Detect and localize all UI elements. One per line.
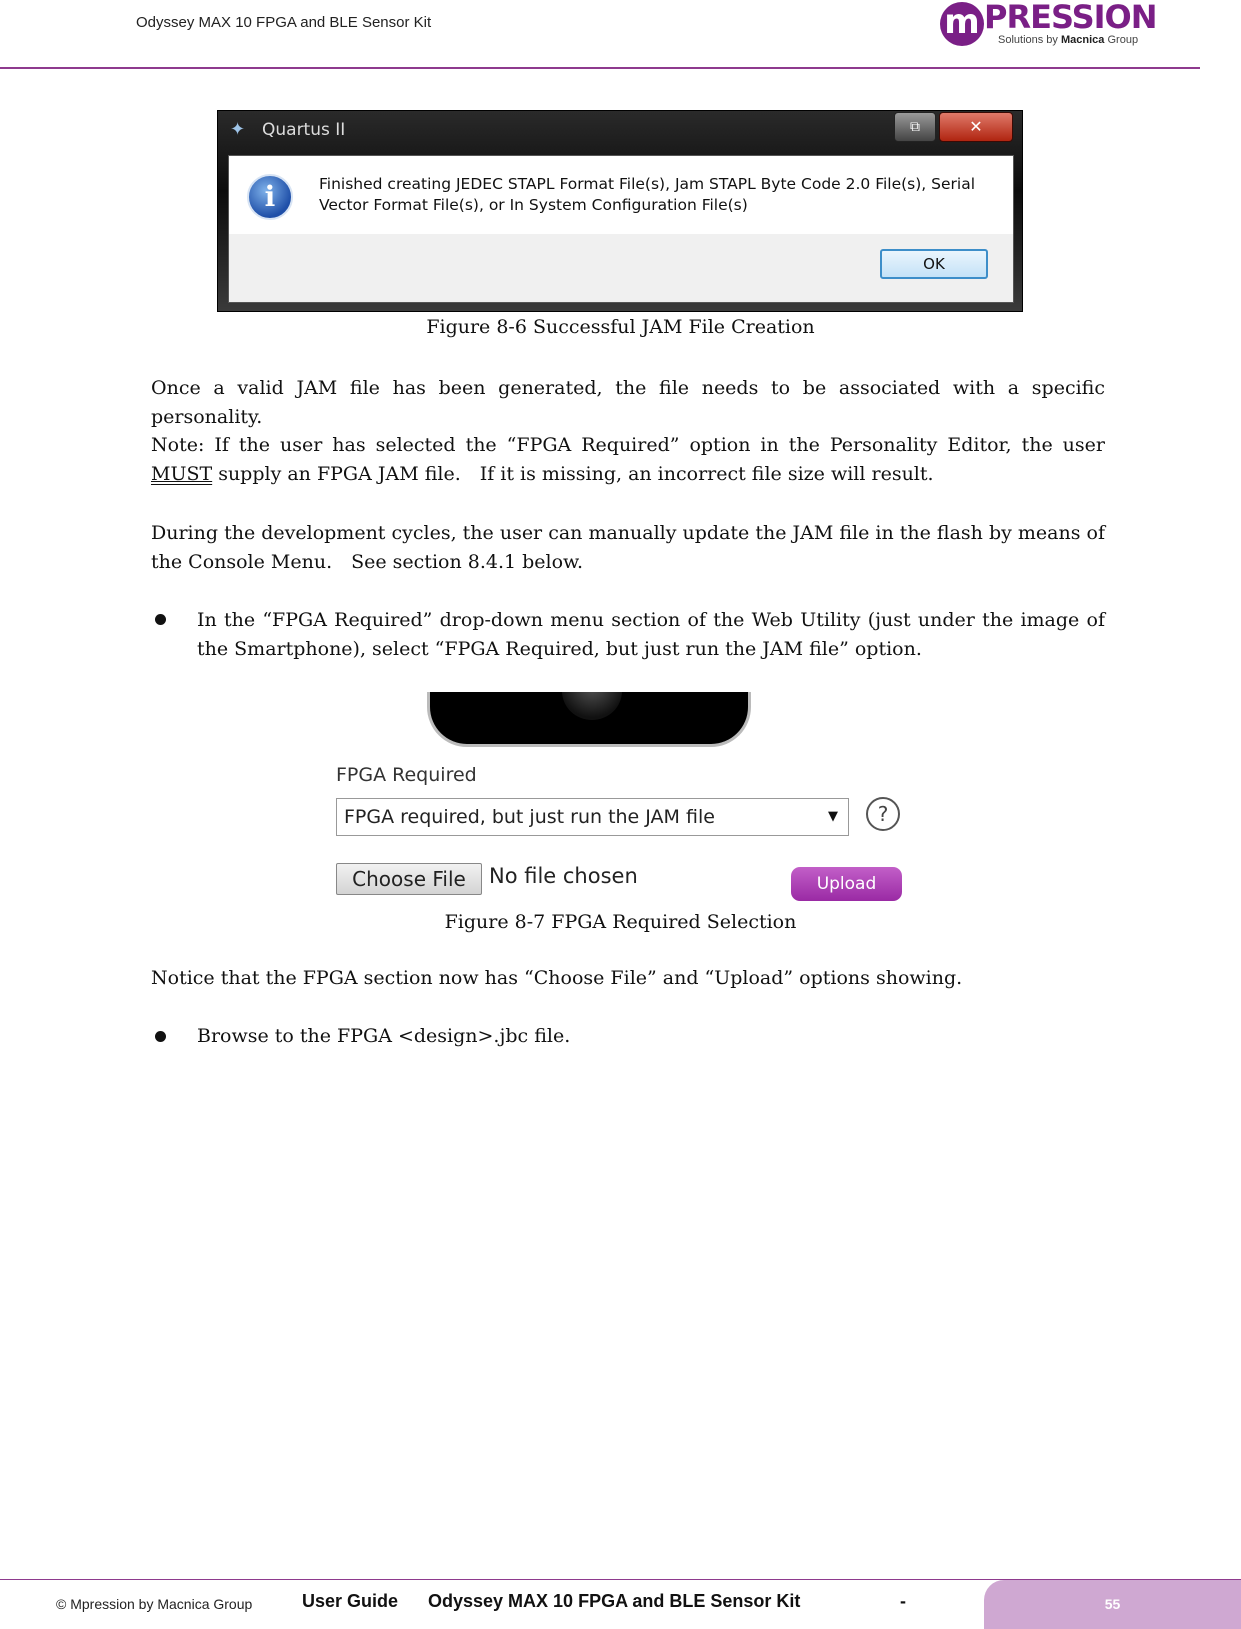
help-icon[interactable]: ? — [866, 797, 900, 831]
dialog-body — [228, 155, 1014, 303]
paragraph-note — [151, 431, 1105, 489]
fpga-required-select[interactable] — [336, 798, 849, 836]
figure-caption-8-7: Figure 8-7 FPGA Required Selection — [444, 911, 797, 933]
fpga-required-label: FPGA Required — [336, 764, 477, 786]
header-divider — [0, 67, 1200, 69]
bullet-item-browse: Browse to the FPGA <design>.jbc file. — [197, 1025, 571, 1047]
page-number: 55 — [984, 1580, 1241, 1629]
close-icon[interactable]: ✕ — [939, 112, 1013, 142]
note-text-before: Note: If the user has selected the “FPGA Required” option in the Personality Editor, the user — [151, 434, 1105, 456]
logo-sub-brand: Macnica — [1061, 34, 1105, 46]
logo-sub-suffix: Group — [1107, 34, 1139, 46]
paragraph-jam-association: Once a valid JAM file has been generated, the file needs to be associated with a specific personality. — [151, 377, 1105, 428]
paragraph-development-cycles: During the development cycles, the user can manually update the JAM file in the flash by means of the Console Menu. See section 8.4.1 below. — [151, 522, 1105, 573]
ok-button[interactable]: OK — [880, 249, 988, 279]
dialog-message-area — [229, 156, 1013, 234]
logo-subtitle — [998, 34, 1138, 46]
figure-caption-8-6: Figure 8-6 Successful JAM File Creation — [426, 316, 815, 338]
info-icon: i — [247, 174, 293, 220]
upload-button[interactable]: Upload — [791, 867, 902, 901]
paragraph-notice: Notice that the FPGA section now has “Choose File” and “Upload” options showing. — [151, 967, 963, 989]
dialog-message: Finished creating JEDEC STAPL Format File(s), Jam STAPL Byte Code 2.0 File(s), Serial Vector Format File(s), or In System Configuration File(s) — [319, 175, 976, 214]
choose-file-button[interactable]: Choose File — [336, 863, 482, 895]
bullet-item-fpga-required: In the “FPGA Required” drop-down menu section of the Web Utility (just under the image of the Smartphone), select “FPGA Required, but just run the JAM file” option. — [197, 609, 1105, 660]
bullet-icon — [155, 614, 166, 625]
restore-icon[interactable]: ⧉ — [894, 112, 936, 142]
logo-sub-prefix: Solutions by — [998, 34, 1058, 46]
logo-word: PRESSION — [984, 0, 1157, 36]
dialog-title: Quartus II — [262, 120, 346, 140]
header-title: Odyssey MAX 10 FPGA and BLE Sensor Kit — [136, 14, 432, 31]
note-text-after: supply an FPGA JAM file. If it is missing, an incorrect file size will result. — [212, 463, 934, 485]
smartphone-image — [427, 692, 751, 747]
footer-copyright: © Mpression by Macnica Group — [56, 1596, 253, 1612]
footer-user-guide: User Guide — [302, 1591, 399, 1611]
quartus-app-icon: ✦ — [230, 119, 246, 140]
no-file-chosen-text: No file chosen — [489, 864, 638, 888]
footer-dash: - — [900, 1591, 906, 1611]
chevron-down-icon: ▼ — [828, 809, 838, 824]
footer-kit-name: Odyssey MAX 10 FPGA and BLE Sensor Kit — [428, 1591, 801, 1611]
quartus-dialog — [217, 110, 1023, 312]
phone-home-button — [562, 692, 622, 720]
logo-mark: m — [940, 2, 984, 46]
mpression-logo — [940, 0, 1157, 50]
bullet-icon — [155, 1031, 166, 1042]
note-must: MUST — [151, 463, 213, 485]
fpga-required-select-value: FPGA required, but just run the JAM file — [344, 806, 715, 828]
